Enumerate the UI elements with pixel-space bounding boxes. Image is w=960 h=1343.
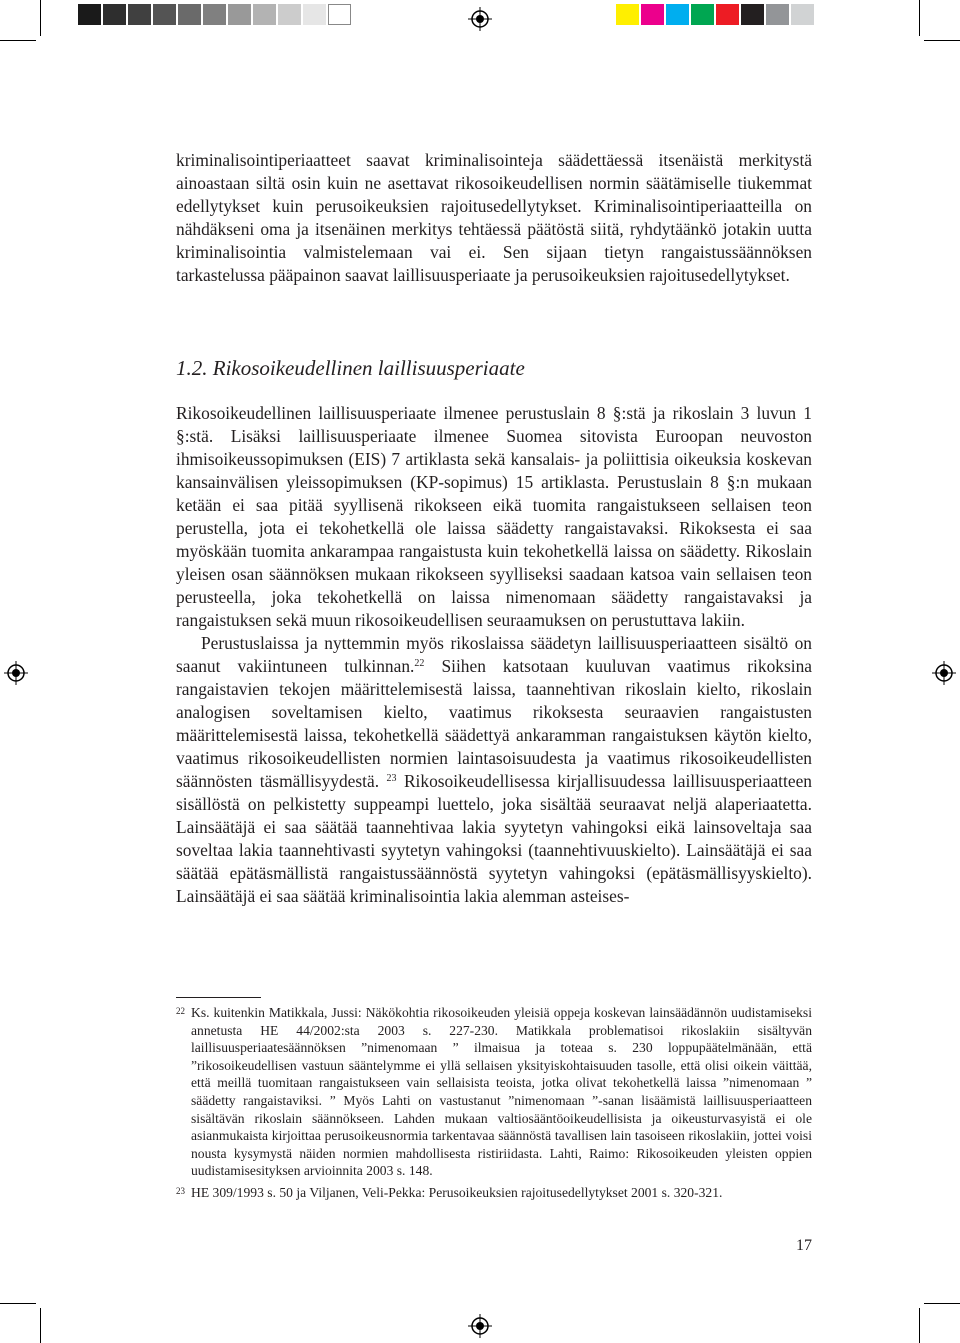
gray-swatch [153,4,176,25]
color-swatch [716,4,739,25]
gray-swatch [103,4,126,25]
registration-mark-bottom-icon [468,1314,492,1338]
color-swatch [641,4,664,25]
color-swatch [691,4,714,25]
registration-mark-left-icon [4,661,28,685]
crop-mark-bottom-left-vertical [40,1308,41,1343]
crop-mark-top-right [924,40,960,41]
gray-swatch [128,4,151,25]
registration-mark-top-icon [468,7,492,31]
registration-mark-right-icon [932,661,956,685]
footnote-separator [176,997,261,998]
intro-paragraph: kriminalisointiperiaatteet saavat kriminalisointeja säädettäessä itsenäistä merkitystä ainoastaan siltä osin kuin ne asettavat rikosoikeudellisen normin säätämiselle tiukemmat edellytykset kuin perusoikeuksien rajoitusedellytykset. Kriminalisointiperiaatteilla on nähdäkseni oma ja itsenäinen merkitys tehtäessä päätöstä siitä, ryhdytäänkö jotakin uutta kriminalisointia valmistelemaan vai ei. Sen sijaan tietyn rangaistussäännöksen tarkastelussa pääpainon saavat laillisuusperiaate ja perusoikeuksien rajoitusedellytykset. [176,150,812,285]
third-paragraph-part-3: Rikosoikeudellisessa kirjallisuudessa laillisuusperiaatteen sisällöstä on pelkistetty suppeampi luettelo, joka sisältää seuraavat neljä alaperiaatetta. Lainsäätäjä ei saa säätää taannehtivaa lakia syytetyn vahingoksi eikä lainsoveltaja saa soveltaa lakia taannehtivasti syytetyn vahingoksi (taannehtivuuskielto). Lainsäätäjä ei saa säätää epätäsmällistä rangaistussäännöstä syytetyn vahingoksi (epätäsmällisyyskielto). Lainsäätäjä ei saa säätää kriminalisointia lakia alemman asteises- [176,771,812,906]
crop-mark-top-left-vertical [40,0,41,36]
footnote-23 [176,1184,812,1202]
grayscale-color-bar [78,4,351,25]
color-swatch [766,4,789,25]
cmyk-color-bar [616,4,814,25]
footnote-number: 23 [176,1186,185,1196]
color-swatch [616,4,639,25]
gray-swatch [78,4,101,25]
gray-swatch [228,4,251,25]
gray-swatch [278,4,301,25]
color-swatch [791,4,814,25]
footnote-number: 22 [176,1006,185,1016]
crop-mark-bottom-right [924,1303,960,1304]
gray-swatch [303,4,326,25]
footnote-text: Ks. kuitenkin Matikkala, Jussi: Näkökohtia rikosoikeuden yleisiä oppeja koskevan lainsäädännön uudistamiseksi annetusta HE 44/2002:sta 2003 s. 227-230. Matikkala problematisoi rikoslakiin sisältyvän laillisuusperiaatesäännöksen ”nimenomaan ” ilmaisua ja toteaa s. 230 loppupäätelmänään, että ”rikosoikeudellisen vastuun sääntelymme ei yllä sellaisen yksityiskohtaisuuden tasolle, että olisi oikein väittää, että meillä tuomitaan rangaistukseen vain sellaisista teoista, jotka olivat tekohetkellä laissa ”nimenomaan ” säädetty rangaistaviksi. ” Myös Lahti on vastustanut ”nimenomaan ”-sanan lisäämistä laillisuusperiaatteen sisältävän rikoslain säännökseen. Lahden mukaan valtiosääntöoikeudellisista ja oikeusturvasyistä ei ole asianmukaista kirjoittaa perusoikeusnormia tarkentavaa säännöstä tavallisen lain tasoiseen rikoslakiin, jottei voisi nousta kysymystä näiden normien mahdollisesta ristiriidasta. Lahti, Raimo: Rikosoikeuden yleisten oppien uudistamisesityksen arvioinnita 2003 s. 148. [191,1005,812,1179]
page-number: 17 [796,1237,812,1254]
crop-mark-bottom-right-vertical [919,1308,920,1343]
section-body [176,402,812,908]
third-paragraph-part-2: Siihen katsotaan kuuluvan vaatimus rikoksina rangaistavien tekojen määrittelemisestä laissa, taannehtivan rikoslain kielto, rikoslain analogisen soveltamisen kielto, vaatimus rikoksesta seuraavien rangaistusten määrittelemisestä laissa, tekohetkellä säädettyä ankaramman rangaistuksen käytön kielto, vaatimus rikosoikeudellisten normien laintasoisuudesta ja vaatimus rikosoikeudellisten säännösten täsmällisyydestä. [176,656,812,791]
crop-mark-top-left [0,40,36,41]
crop-mark-top-right-vertical [919,0,920,36]
footnote-22 [176,1004,812,1180]
gray-swatch [203,4,226,25]
intro-block [176,149,812,287]
third-paragraph [176,632,812,908]
color-swatch [741,4,764,25]
section-heading: 1.2. Rikosoikeudellinen laillisuusperiaate [176,356,525,380]
gray-swatch [253,4,276,25]
section-paragraph: Rikosoikeudellinen laillisuusperiaate ilmenee perustuslain 8 §:stä ja rikoslain 3 luvun 1 §:stä. Lisäksi laillisuusperiaate ilmenee Suomea sitovista Euroopan neuvoston ihmisoikeussopimuksen (EIS) 7 artiklasta sekä kansalais- ja poliittisia oikeuksia koskevan kansainvälisen yleissopimuksen (KP-sopimus) 15 artiklasta. Perustuslain 8 §:n mukaan ketään ei saa pitää syyllisenä rikokseen eikä tuomita rangaistukseen sellaisen teon perustella, jota ei tekohetkellä ole laissa säädetty rangaistavaksi. Rikoksesta ei saa myöskään tuomita ankarampaa rangaistusta kuin tekohetkellä laissa on säädetty. Rikoslain yleisen osan säännöksen mukaan rikokseen syylliseksi saadaan katsoa vain sellaisen teon perusteella, joka tekohetkellä on laissa nimenomaan säädetty rangaistavaksi ja rangaistuksen sekä muun rikosoikeudellisen seuraamuksen on perustuttava lakiin. [176,403,812,630]
footnote-ref-23[interactable]: 23 [386,773,397,784]
gray-swatch [328,4,351,25]
footnote-text: HE 309/1993 s. 50 ja Viljanen, Veli-Pekka: Perusoikeuksien rajoitusedellytykset 2001 s. 320-321. [191,1185,723,1200]
footnote-ref-22[interactable]: 22 [414,658,425,669]
gray-swatch [178,4,201,25]
color-swatch [666,4,689,25]
crop-mark-bottom-left [0,1303,36,1304]
third-paragraph-part-1: Perustuslaissa ja nyttemmin myös rikoslaissa säädetyn laillisuusperiaatteen sisältö on saanut vakiintuneen tulkinnan. [176,633,812,676]
